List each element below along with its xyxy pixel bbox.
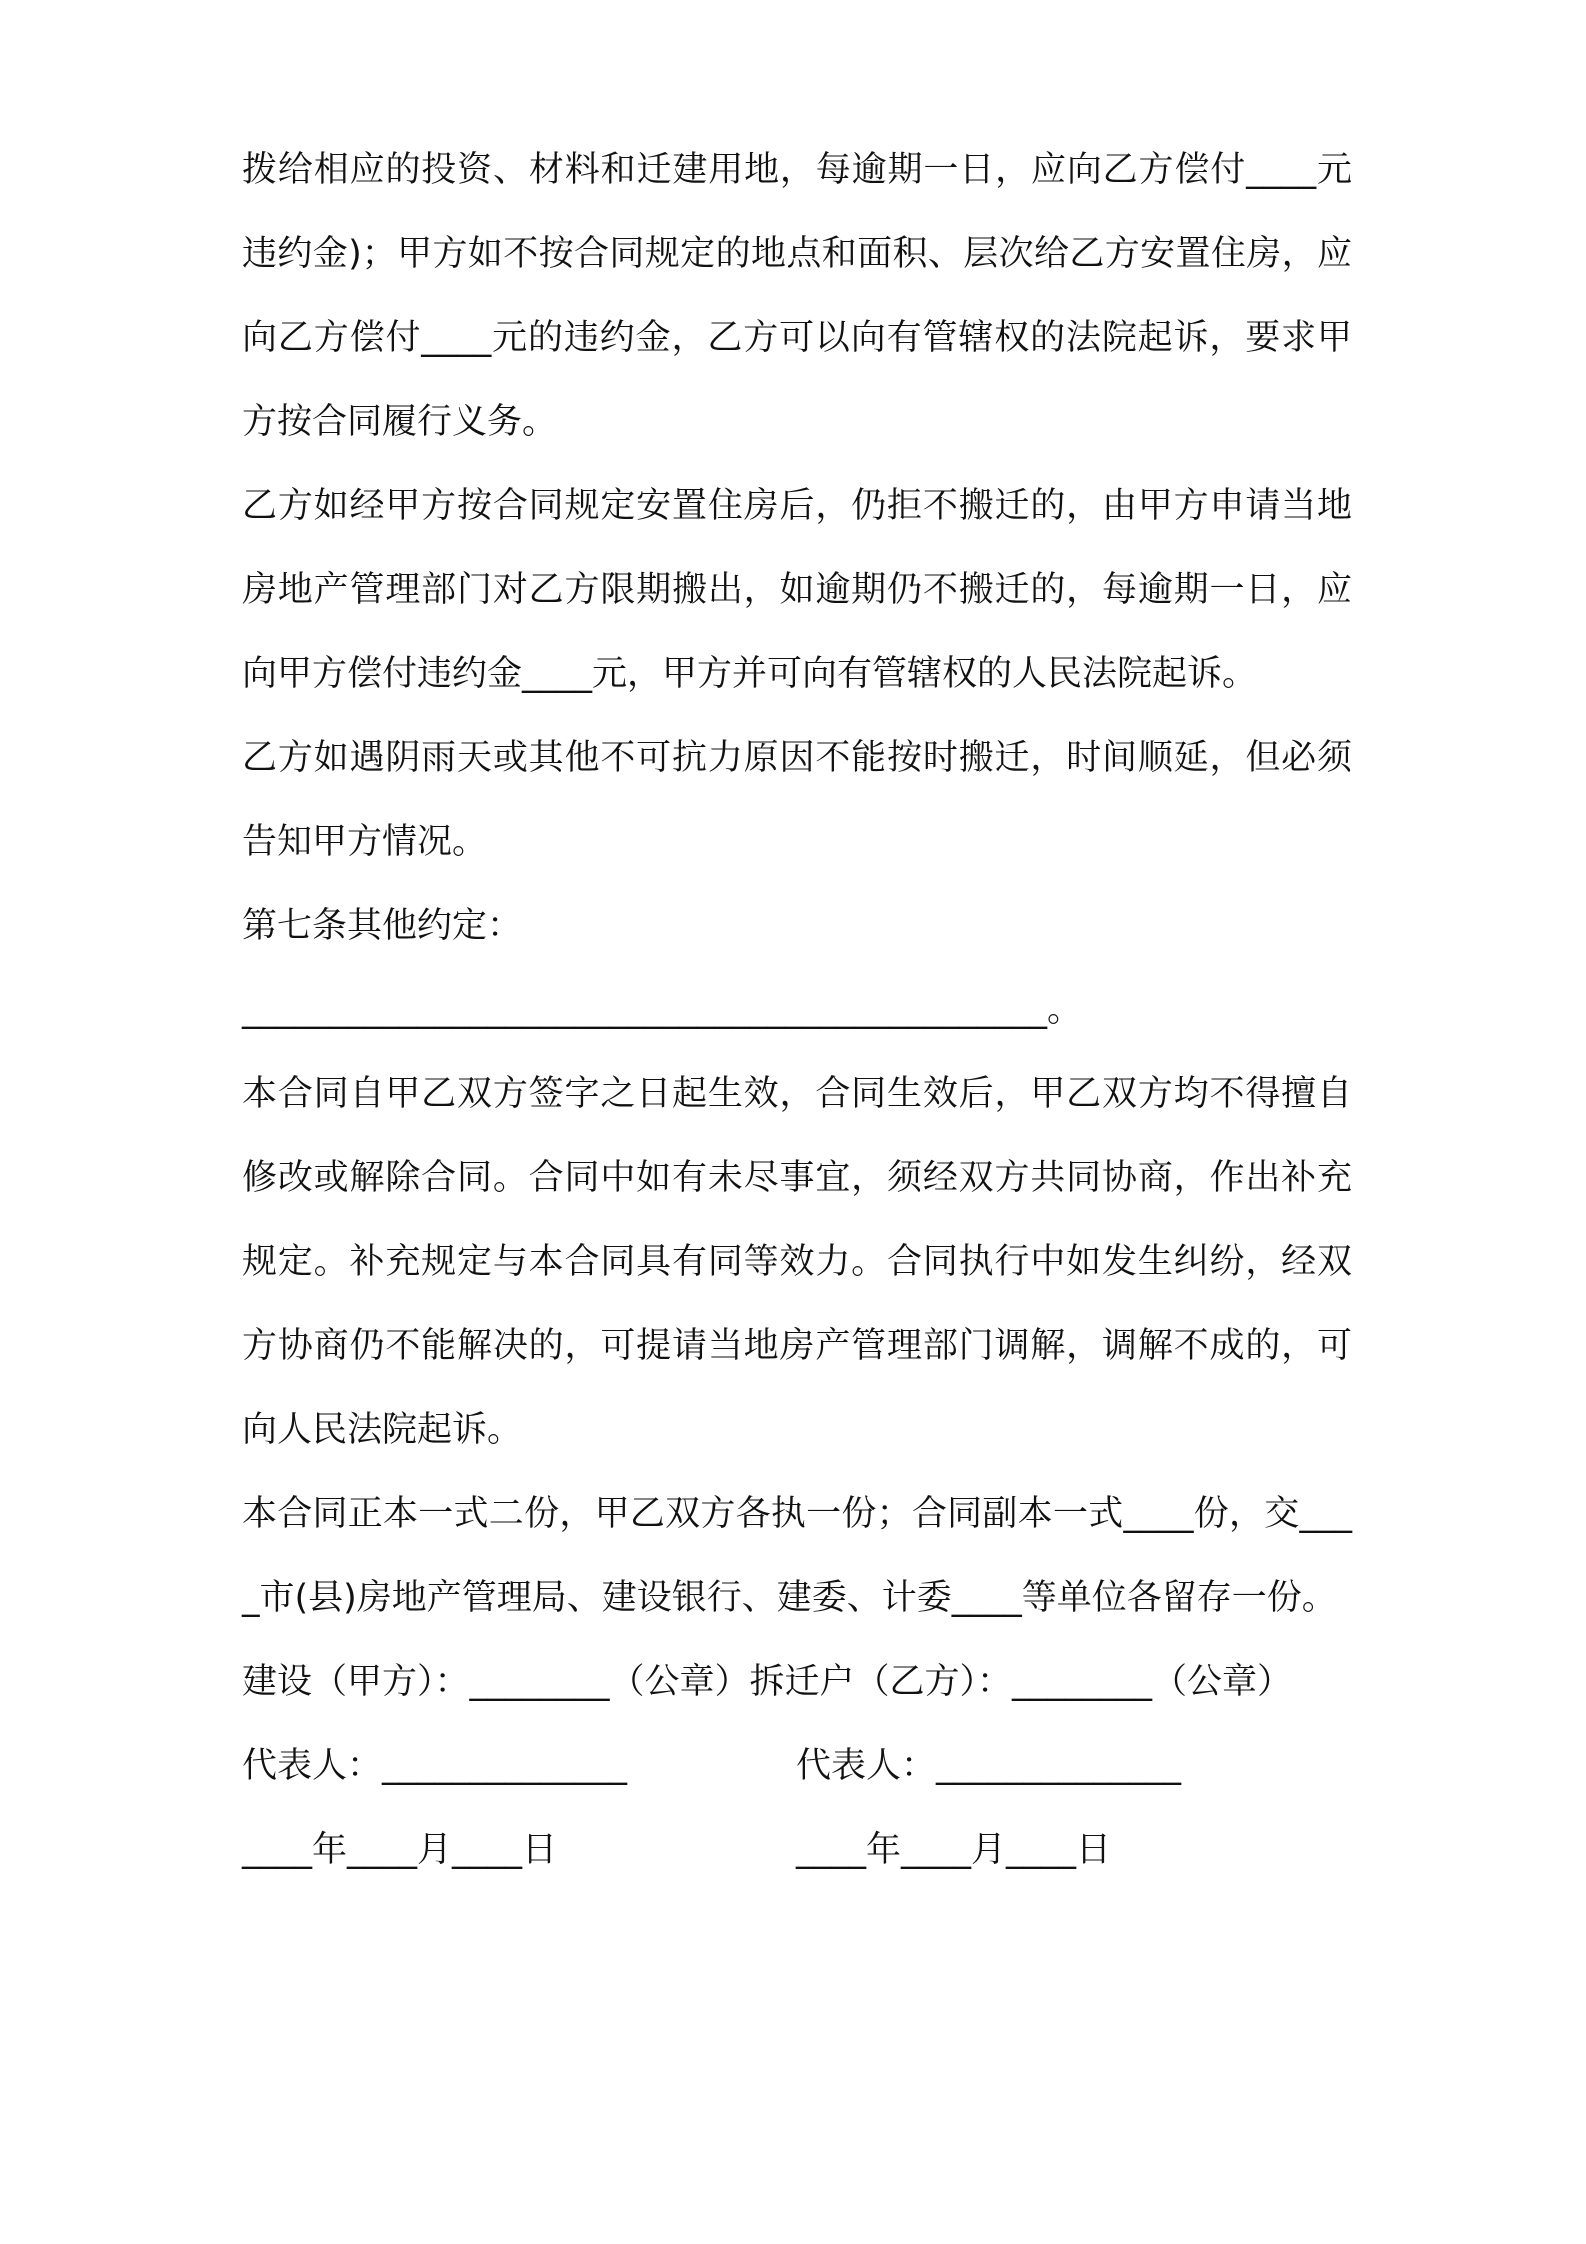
representative-left: 代表人：______________ — [242, 1746, 628, 1786]
paragraph-copies: 本合同正本一式二份，甲乙双方各执一份；合同副本一式____份，交____市(县)房地产管理局、建设银行、建委、计委____等单位各留存一份。 — [242, 1494, 1352, 1618]
paragraph-effectiveness: 本合同自甲乙双方签字之日起生效，合同生效后，甲乙双方均不得擅自修改或解除合同。合同中如有未尽事宜，须经双方共同协商，作出补充规定。补充规定与本合同具有同等效力。合同执行中如发生纠纷，经双方协商仍不能解决的，可提请当地房产管理部门调解，调解不成的，可向人民法院起诉。 — [242, 1074, 1352, 1450]
other-agreement-blank-line: ______________________________________________。 — [242, 990, 1083, 1030]
article-seven-heading: 第七条其他约定： — [242, 906, 523, 946]
representative-right: 代表人：______________ — [796, 1746, 1182, 1786]
paragraph-relocation-refusal: 乙方如经甲方按合同规定安置住房后，仍拒不搬迁的，由甲方申请当地房地产管理部门对乙方限期搬出，如逾期仍不搬迁的，每逾期一日，应向甲方偿付违约金____元，甲方并可向有管辖权的人民法院起诉。 — [242, 486, 1352, 694]
date-right: ____年____月____日 — [796, 1830, 1112, 1870]
signature-date-row — [242, 1808, 1352, 1892]
document-body — [242, 128, 1352, 1892]
date-left: ____年____月____日 — [242, 1830, 558, 1870]
signature-parties-line: 建设（甲方）：________（公章）拆迁户（乙方）：________（公章） — [242, 1662, 1293, 1702]
paragraph-force-majeure: 乙方如遇阴雨天或其他不可抗力原因不能按时搬迁，时间顺延，但必须告知甲方情况。 — [242, 738, 1352, 862]
paragraph-compensation-clause: 拨给相应的投资、材料和迁建用地，每逾期一日，应向乙方偿付____元违约金)；甲方如不按合同规定的地点和面积、层次给乙方安置住房，应向乙方偿付____元的违约金，乙方可以向有管辖权的法院起诉，要求甲方按合同履行义务。 — [242, 150, 1352, 442]
signature-representative-row — [242, 1724, 1352, 1808]
